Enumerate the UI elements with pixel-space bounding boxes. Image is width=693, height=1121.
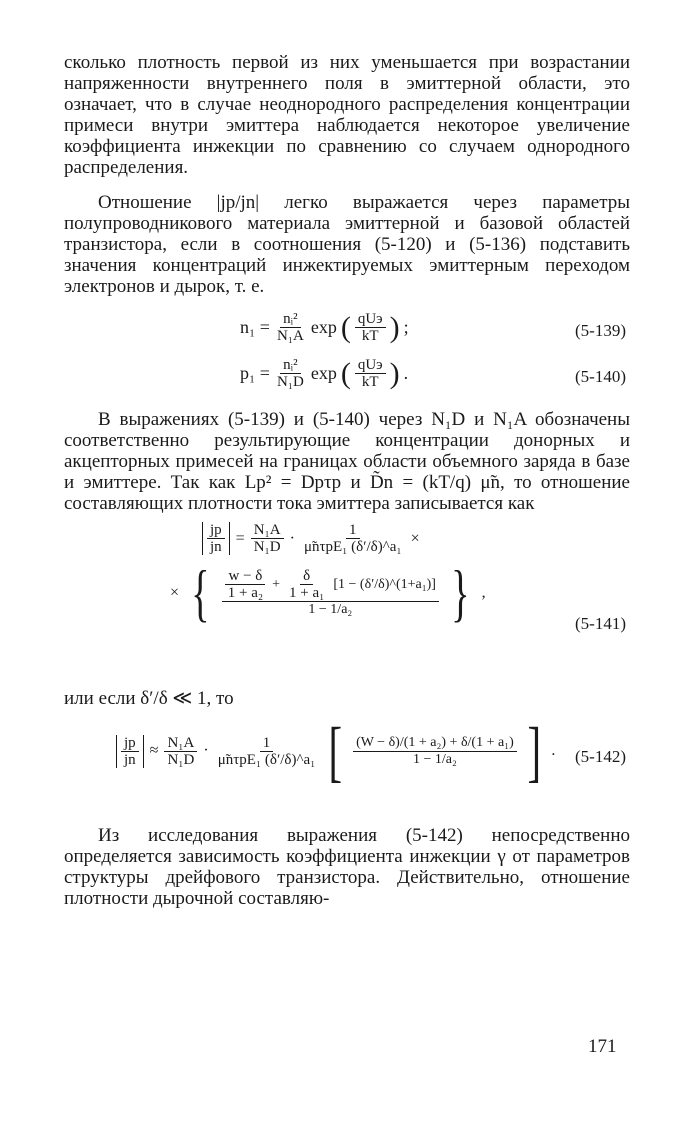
equation-5-140: p₁ = $\frac{\text{nᵢ²}}{\text{N₁D}}$ exp ( $\frac{\text{qUэ}}{kT}$ ) . (5-140) (240, 356, 626, 390)
equation-number: (5-140) (575, 367, 626, 386)
paragraph-1: сколько плотность первой из них уменьшается при возрастании напряженности внутреннего поля в эмиттерной области, это означает, что в случае неоднородного распределения концентрации примеси внутри эмиттера наблюдается некоторое увеличение коэффициента инжекции по сравнению со случаем однородного распределения. (64, 52, 630, 178)
equation-number: (5-142) (575, 747, 626, 766)
or-line: или если δ′/δ ≪ 1, то (64, 688, 234, 709)
paragraph-2: Отношение |jp/jn| легко выражается через параметры полупроводникового материала эмиттерной и базовой областей транзистора, если в соотношения (5-120) и (5-136) подставить значения концентраций инжектируемых эмиттерным переходом электронов и дырок, т. е. (64, 192, 630, 297)
paragraph-4: Из исследования выражения (5-142) непосредственно определяется зависимость коэффициента инжекции γ от параметров структуры дрейфового транзистора. Действительно, отношение плотности дырочной составляю- (64, 825, 630, 909)
equation-number: (5-141) (575, 614, 626, 633)
paragraph-3: В выражениях (5-139) и (5-140) через N₁D и N₁A обозначены соответственно результирующие концентрации донорных и акцепторных примесей на границах области объемного заряда в базе и эмиттере. Так как Lp² = Dpτp и D̃n = (kT/q) μ̃n, то отношение составляющих плотности тока эмиттера записывается как (64, 409, 630, 514)
equation-number: (5-139) (575, 321, 626, 340)
page-number: 171 (588, 1036, 617, 1057)
equation-5-139: n₁ = $\frac{\text{nᵢ²}}{\text{N₁A}}$ exp ( $\frac{\text{qUэ}}{kT}$ ) ; (5-139) (240, 310, 626, 344)
equation-5-141: $\frac{jp}{jn}$ = $\frac{\text{N₁A}}{\text{N₁D}}$ · $\frac{1}{\text{μ̃nτpE₁ (δ′/δ)\textasciicircum{}a₁}}$ × × { $\frac{w - \delta}{\text{1 + a₂}}$ + $\frac{\delta}{\text{1 + a₁}}$ [1 − (δ′/δ)^(1+a₁)] 1 − 1/a₂ } , (5-141) (170, 522, 626, 633)
equation-5-142: $\frac{jp}{jn}$ ≈ $\frac{\text{N₁A}}{\text{N₁D}}$ · $\frac{1}{\text{μ̃nτpE₁ (δ′/δ)\textasciicircum{}a₁}}$ [ $\frac{\text{(W − δ)/(1 + a₂) + δ/(1 + a₁)}}{\text{1 − 1/a₂}}$ ] . (5-142) (64, 717, 630, 821)
page-body (64, 52, 630, 909)
